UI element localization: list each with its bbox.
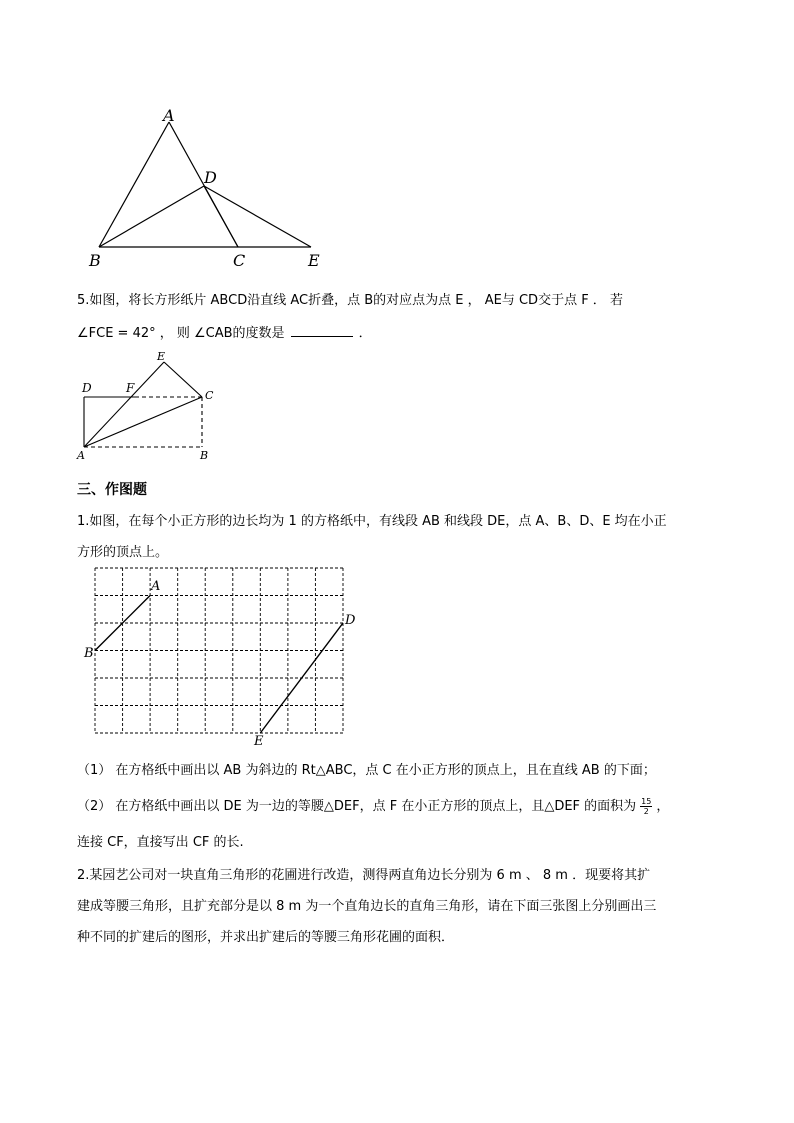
p2-line2: 建成等腰三角形，且扩充部分是以 8 m 为一个直角边长的直角三角形，请在下面三张图上分别画出三 [77, 899, 657, 914]
p1-line2: 方形的顶点上。 [77, 545, 169, 560]
fig2-label-a: A [77, 449, 85, 462]
fraction-numerator: 15 [641, 797, 652, 806]
fig2-label-e: E [157, 350, 166, 363]
grid-label-b: B [84, 646, 94, 661]
fraction-denominator: 2 [643, 807, 649, 816]
answer-blank [291, 324, 353, 337]
grid-figure [95, 568, 345, 734]
q5-line2-text: ∠FCE = 42° ， 则 ∠CAB的度数是 [77, 326, 285, 341]
q5-line2 [77, 322, 372, 341]
p2-line1: 2.某园艺公司对一块直角三角形的花圃进行改造，测得两直角边长分别为 6 m 、 8 m ．现要将其扩 [77, 868, 651, 883]
p2-line3: 种不同的扩建后的图形，并求出扩建后的等腰三角形花圃的面积． [77, 930, 455, 945]
fig1-label-b: B [89, 251, 101, 270]
fig1-label-a: A [163, 106, 175, 125]
fig1-label-e: E [308, 251, 320, 270]
folded-rectangle-figure [80, 355, 220, 455]
p1-sub2 [77, 795, 669, 816]
p1-line1: 1.如图，在每个小正方形的边长均为 1 的方格纸中，有线段 AB 和线段 DE，点 A、B、D、E 均在小正 [77, 514, 667, 529]
q5-line1: 5.如图，将长方形纸片 ABCD沿直线 AC折叠，点 B的对应点为点 E ， AE与 CD交于点 F ． 若 [77, 293, 623, 308]
p1-sub2-end: ， [656, 799, 670, 814]
fig1-label-d: D [204, 168, 217, 187]
grid-label-e: E [254, 734, 264, 749]
fig2-label-f: F [126, 381, 135, 395]
p1-sub2-text: （2） 在方格纸中画出以 DE 为一边的等腰△DEF，点 F 在小正方形的顶点上，且△DEF 的面积为 [77, 799, 637, 814]
grid-label-a: A [151, 579, 161, 594]
section-heading: 三、作图题 [77, 482, 147, 498]
triangle-figure [80, 100, 340, 275]
p1-sub1: （1） 在方格纸中画出以 AB 为斜边的 Rt△ABC，点 C 在小正方形的顶点上，且在直线 AB 的下面； [77, 763, 656, 778]
area-fraction [640, 797, 652, 816]
fig1-label-c: C [233, 251, 246, 270]
p1-sub2-line2: 连接 CF，直接写出 CF 的长. [77, 835, 244, 850]
fig2-label-c: C [205, 389, 214, 402]
fig2-label-d: D [82, 381, 92, 395]
q5-line2-end: ． [358, 326, 372, 341]
grid-label-d: D [345, 613, 356, 628]
fig2-label-b: B [200, 449, 209, 462]
